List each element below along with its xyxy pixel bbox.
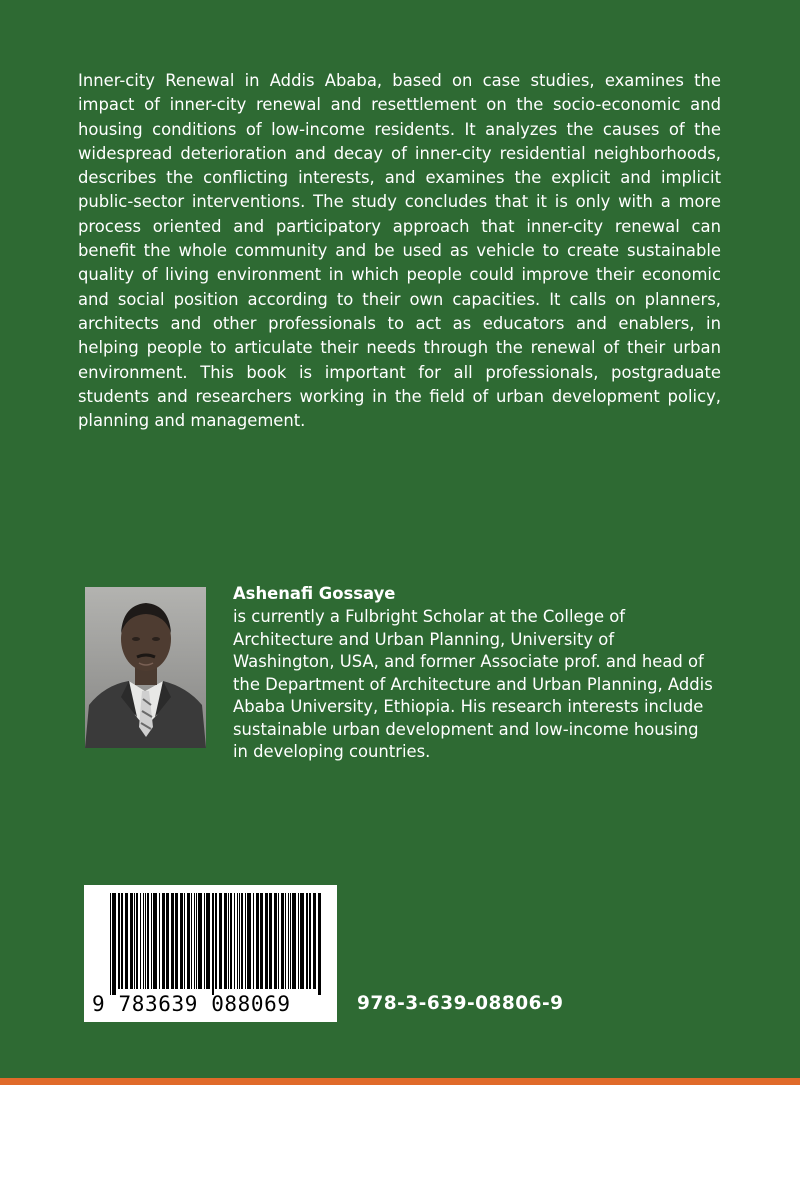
author-bio: is currently a Fulbright Scholar at the College of Architecture and Urban Planning, University of Washington, USA, and former Associate prof. and head of the Department of Architecture and Urban Planning, Addis Ababa University, Ethiopia. His research interests include sustainable urban development and low-income housing in developing countries. xyxy=(233,607,713,761)
barcode-bar xyxy=(241,893,243,989)
barcode-bar xyxy=(121,893,123,989)
barcode-bar xyxy=(180,893,183,989)
author-name: Ashenafi Gossaye xyxy=(233,584,396,603)
barcode-bar xyxy=(204,893,205,989)
barcode-bar xyxy=(313,893,316,989)
barcode-bar xyxy=(166,893,169,989)
barcode-bars xyxy=(84,885,337,995)
barcode-bar xyxy=(256,893,259,989)
author-photo xyxy=(85,587,206,748)
barcode-bar xyxy=(253,893,254,989)
barcode-bar xyxy=(147,893,149,989)
barcode-bar xyxy=(171,893,174,989)
barcode-bar xyxy=(298,893,299,989)
barcode-bar xyxy=(260,893,263,989)
barcode-bar xyxy=(309,893,311,989)
barcode-bar xyxy=(134,893,135,989)
barcode-bar xyxy=(110,893,111,995)
barcode-bar xyxy=(318,893,321,995)
barcode-bar xyxy=(162,893,165,989)
barcode-bar xyxy=(175,893,178,989)
barcode-bar xyxy=(285,893,286,989)
barcode-bar xyxy=(237,893,238,989)
bottom-accent-bar xyxy=(0,1078,800,1085)
barcode-bar xyxy=(143,893,144,989)
barcode xyxy=(84,885,337,1022)
barcode-bar xyxy=(278,893,279,989)
barcode-bar xyxy=(212,893,214,995)
barcode-bar xyxy=(300,893,304,989)
barcode-bar xyxy=(247,893,251,989)
barcode-bar xyxy=(230,893,232,989)
barcode-bar xyxy=(140,893,141,989)
barcode-bar xyxy=(269,893,272,989)
barcode-bar xyxy=(151,893,152,989)
barcode-bar xyxy=(265,893,268,989)
barcode-bar xyxy=(206,893,210,989)
barcode-bar xyxy=(215,893,217,989)
barcode-bar xyxy=(194,893,195,989)
barcode-bar xyxy=(306,893,308,989)
barcode-bar xyxy=(219,893,222,989)
barcode-bar xyxy=(198,893,202,989)
barcode-bar xyxy=(288,893,289,989)
barcode-bar xyxy=(239,893,240,989)
barcode-bar xyxy=(118,893,120,989)
barcode-bar xyxy=(191,893,192,989)
barcode-bar xyxy=(196,893,197,989)
barcode-bar xyxy=(224,893,227,989)
barcode-bar xyxy=(159,893,160,989)
barcode-bar xyxy=(184,893,185,989)
barcode-bar xyxy=(228,893,229,989)
barcode-bar xyxy=(136,893,138,989)
barcode-bar xyxy=(245,893,246,989)
barcode-bar xyxy=(281,893,284,989)
barcode-digits: 9 783639 088069 xyxy=(92,992,291,1016)
barcode-bar xyxy=(112,893,116,995)
book-blurb: Inner-city Renewal in Addis Ababa, based on case studies, examines the impact of inner-city renewal and resettlement on the socio-economic and housing conditions of low-income residents. It analyzes the causes of the widespread deterioration and decay of inner-city residential neighborhoods, describes the conflicting interests, and examines the explicit and implicit public-sector interventions. The study concludes that it is only with a more process oriented and participatory approach that inner-city renewal can benefit the whole community and be used as vehicle to create sustainable quality of living environment in which people could improve their economic and social position according to their own capacities. It calls on planners, architects and other professionals to act as educators and enablers, in helping people to articulate their needs through the renewal of their urban environment. This book is important for all professionals, postgraduate students and researchers working in the field of urban development policy, planning and management. xyxy=(78,71,721,431)
barcode-bar xyxy=(292,893,296,989)
barcode-bar xyxy=(290,893,291,989)
barcode-bar xyxy=(153,893,157,989)
barcode-bar xyxy=(234,893,235,989)
isbn-number: 978-3-639-08806-9 xyxy=(357,993,564,1014)
barcode-bar xyxy=(130,893,133,989)
barcode-bar xyxy=(145,893,146,989)
barcode-bar xyxy=(187,893,190,989)
barcode-bar xyxy=(125,893,128,989)
barcode-bar xyxy=(274,893,277,989)
